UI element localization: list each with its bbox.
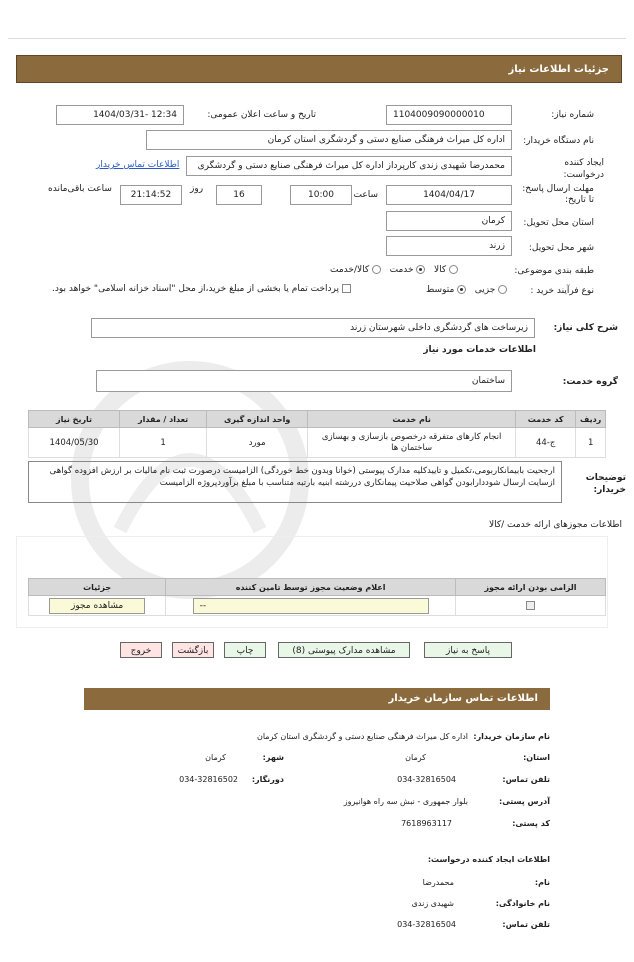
contact-phone-label: تلفن تماس: xyxy=(502,775,550,784)
process-option-medium[interactable]: متوسط xyxy=(426,285,466,295)
fax-value: 034-32816502 xyxy=(179,775,238,784)
province-label: استان محل تحویل: xyxy=(523,218,594,228)
checkbox-icon xyxy=(342,284,351,293)
services-heading: اطلاعات خدمات مورد نیاز xyxy=(423,345,536,355)
radio-checked-icon xyxy=(416,265,425,274)
org-value: اداره کل میراث فرهنگی صنایع دستی و گردشگری استان کرمان xyxy=(256,732,468,741)
table-row xyxy=(29,428,606,458)
deadline-time-field: 10:00 xyxy=(290,185,352,205)
cell-name: انجام کارهای متفرقه درخصوص بازسازی و بهسازی ساختمان ها xyxy=(308,428,516,458)
col-qty: تعداد / مقدار xyxy=(120,411,207,428)
col-date: تاریخ نیاز xyxy=(29,411,120,428)
col-status: اعلام وضعیت مجوز توسط تامین کننده xyxy=(166,579,456,596)
contact-city-value: کرمان xyxy=(205,753,226,762)
licenses-table xyxy=(28,578,606,616)
announce-field: 1404/03/31- 12:34 xyxy=(56,105,184,125)
fax-label: دورنگار: xyxy=(251,775,284,784)
exit-button[interactable]: خروج xyxy=(120,642,162,658)
org-label: نام سازمان خریدار: xyxy=(473,732,550,741)
checkbox-checked-icon xyxy=(526,601,535,610)
contact-phone-value: 034-32816504 xyxy=(397,775,456,784)
summary-label: شرح کلی نیاز: xyxy=(553,323,618,333)
creator-name-value: محمدرضا xyxy=(422,878,454,887)
postal-label: کد پستی: xyxy=(512,819,550,828)
cell-code: ج-44 xyxy=(515,428,575,458)
process-option-minor[interactable]: جزیی xyxy=(475,285,507,295)
view-attachments-button[interactable]: مشاهده مدارک پیوستی (8) xyxy=(278,642,410,658)
postal-value: 7618963117 xyxy=(401,819,452,828)
process-options xyxy=(426,285,507,295)
cell-qty: 1 xyxy=(120,428,207,458)
contact-title: اطلاعات تماس سازمان خریدار xyxy=(84,688,550,710)
category-option-goods[interactable]: کالا xyxy=(434,265,458,275)
remaining-time-field: 21:14:52 xyxy=(120,185,182,205)
contact-city-label: شهر: xyxy=(262,753,284,762)
details-cell xyxy=(29,596,166,616)
radio-icon xyxy=(372,265,381,274)
creator-name-label: نام: xyxy=(534,878,550,887)
announce-label: تاریخ و ساعت اعلان عمومی: xyxy=(207,110,316,120)
need-number-label: شماره نیاز: xyxy=(551,110,594,120)
address-label: آدرس پستی: xyxy=(499,797,550,806)
radio-checked-icon xyxy=(457,285,466,294)
creator-family-value: شهیدی زندی xyxy=(411,899,454,908)
creator-phone-value: 034-32816504 xyxy=(397,920,456,929)
buyer-label: نام دستگاه خریدار: xyxy=(523,136,594,146)
notes-label: توضیحات خریدار: xyxy=(585,473,626,495)
reply-button[interactable]: پاسخ به نیاز xyxy=(424,642,512,658)
license-status-field[interactable]: -- xyxy=(193,598,429,614)
city-label: شهر محل تحویل: xyxy=(528,243,594,253)
cell-row: 1 xyxy=(576,428,606,458)
print-button[interactable]: چاپ xyxy=(224,642,266,658)
category-option-both[interactable]: کالا/خدمت xyxy=(330,265,381,275)
buyer-contact-link[interactable]: اطلاعات تماس خریدار xyxy=(96,160,180,170)
radio-icon xyxy=(498,285,507,294)
back-button[interactable]: بازگشت xyxy=(172,642,214,658)
deadline-label: مهلت ارسال پاسخ: تا تاریخ: xyxy=(522,184,594,205)
city-field: زرند xyxy=(386,236,512,256)
cell-unit: مورد xyxy=(207,428,308,458)
category-label: طبقه بندی موضوعی: xyxy=(514,266,594,276)
time-label: ساعت xyxy=(353,190,378,200)
top-divider xyxy=(8,38,626,39)
col-unit: واحد اندازه گیری xyxy=(207,411,308,428)
required-cell xyxy=(455,596,605,616)
creator-family-label: نام خانوادگی: xyxy=(495,899,550,908)
contact-province-value: کرمان xyxy=(405,753,426,762)
cell-date: 1404/05/30 xyxy=(29,428,120,458)
page-title: جزئیات اطلاعات نیاز xyxy=(16,55,622,83)
days-field: 16 xyxy=(216,185,262,205)
contact-province-label: استان: xyxy=(523,753,550,762)
licenses-heading: اطلاعات مجوزهای ارائه خدمت /کالا xyxy=(488,520,622,530)
col-code: کد خدمت xyxy=(515,411,575,428)
creator-label: ایجاد کننده درخواست: xyxy=(563,158,604,180)
col-details: جزئیات xyxy=(29,579,166,596)
category-option-service[interactable]: خدمت xyxy=(390,265,426,275)
need-number-field: 1104009090000010 xyxy=(386,105,512,125)
category-options xyxy=(330,265,458,275)
notes-field: ارجحیت بابیمانکاربومی،تکمیل و تاییدکلیه مدارک پیوستی (خوانا وبدون خط خوردگی) الزامیست درصورت ثبت نام مالیات بر ارزش افزوده گواهی ازسایت ارسال شوددارابودن گواهی صلاحیت پیمانکاری دررشته ابنیه بارتبه متناسب با مبلغ برآوردپروژه الزامیست xyxy=(28,461,562,503)
status-cell xyxy=(166,596,456,616)
view-license-button[interactable]: مشاهده مجوز xyxy=(49,598,145,614)
summary-field: زیرساخت های گردشگری داخلی شهرستان زرند xyxy=(91,318,535,338)
col-name: نام خدمت xyxy=(308,411,516,428)
creator-info-heading: اطلاعات ایجاد کننده درخواست: xyxy=(427,855,550,864)
creator-field: محمدرضا شهیدی زندی کارپرداز اداره کل میراث فرهنگی صنایع دستی و گردشگری xyxy=(186,156,512,176)
deadline-date-field: 1404/04/17 xyxy=(386,185,512,205)
treasury-option[interactable] xyxy=(52,284,351,294)
col-required: الزامی بودن ارائه مجوز xyxy=(455,579,605,596)
treasury-text: پرداخت تمام یا بخشی از مبلغ خرید،از محل "اسناد خزانه اسلامی" خواهد بود. xyxy=(52,284,340,294)
service-group-label: گروه خدمت: xyxy=(562,377,618,387)
service-group-field: ساختمان xyxy=(96,370,512,392)
address-value: بلوار جمهوری - نبش سه راه هوانیروز xyxy=(343,797,468,806)
items-table xyxy=(28,410,606,458)
radio-icon xyxy=(449,265,458,274)
col-row: ردیف xyxy=(576,411,606,428)
buyer-field: اداره کل میراث فرهنگی صنایع دستی و گردشگری استان کرمان xyxy=(146,130,512,150)
table-row xyxy=(29,596,606,616)
creator-phone-label: تلفن تماس: xyxy=(502,920,550,929)
remaining-label: ساعت باقی‌مانده xyxy=(48,184,112,194)
items-table-header xyxy=(29,411,606,428)
licenses-table-header xyxy=(29,579,606,596)
province-field: کرمان xyxy=(386,211,512,231)
days-label: روز xyxy=(190,184,204,194)
process-label: نوع فرآیند خرید : xyxy=(530,286,594,296)
